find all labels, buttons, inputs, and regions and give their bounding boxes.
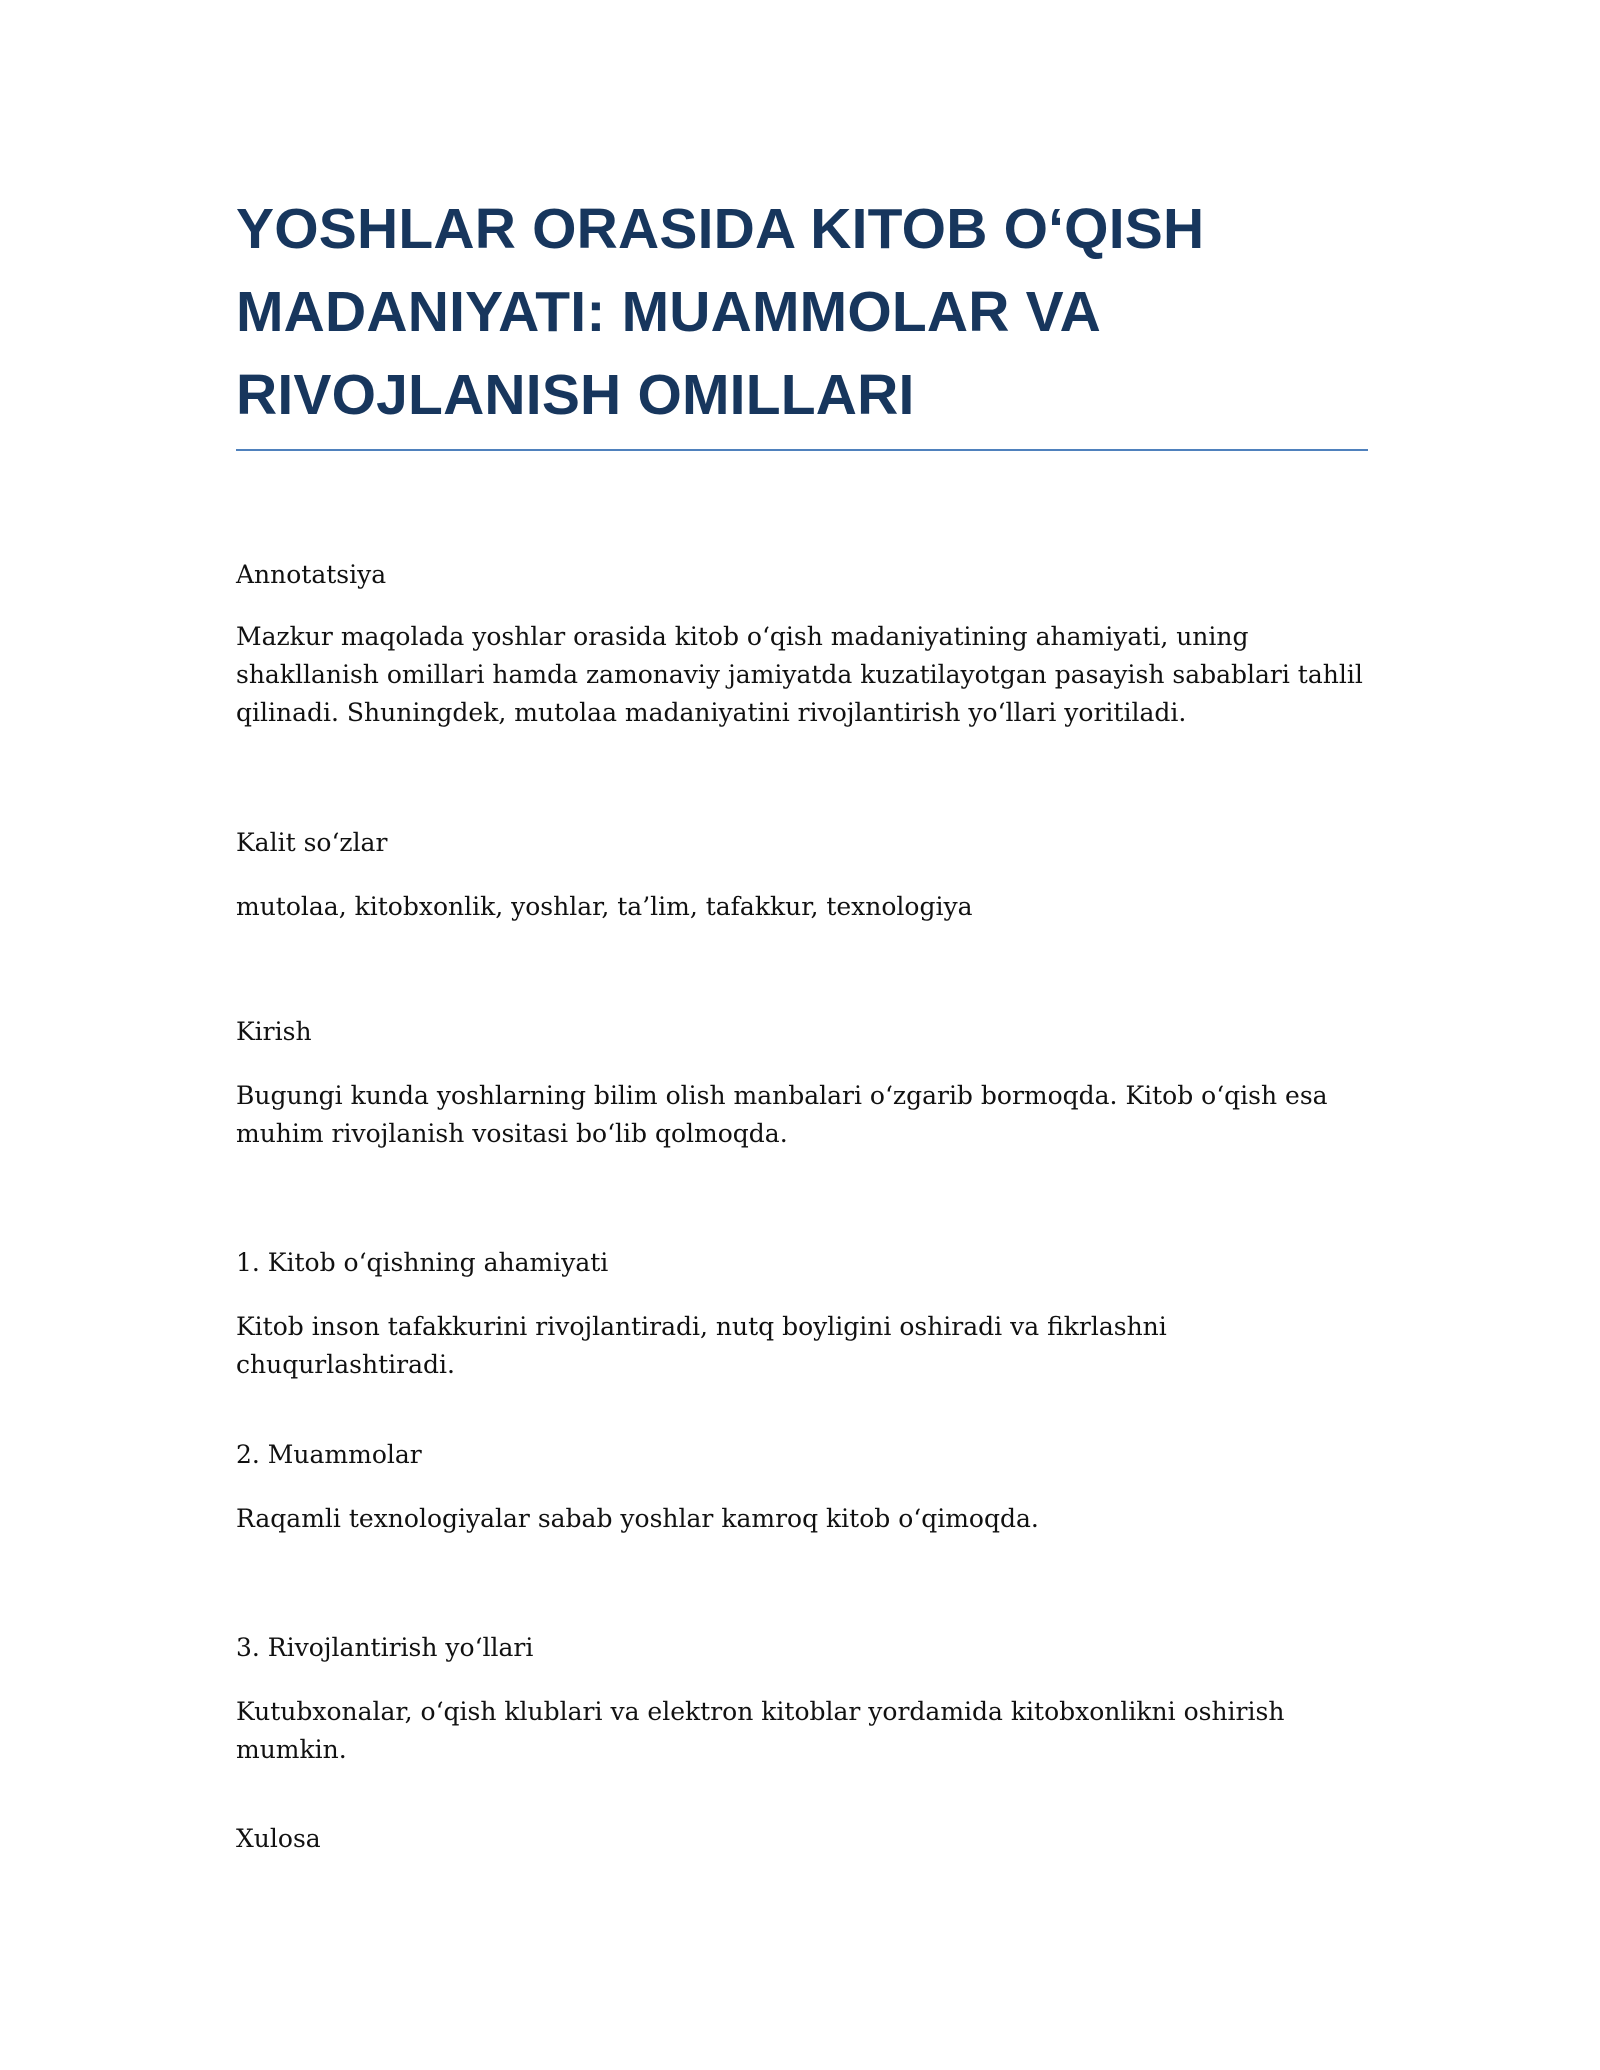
keywords-text: mutolaa, kitobxonlik, yoshlar, ta’lim, tafakkur, texnologiya [236,892,973,921]
section-development-heading: 3. Rivojlantirish yo‘llari [236,1633,534,1662]
introduction-section [236,1013,1368,1153]
keywords-section [236,824,973,926]
conclusion-heading: Xulosa [236,1824,321,1853]
introduction-heading: Kirish [236,1017,312,1046]
document-title: YOSHLAR ORASIDA KITOB O‘QISH MADANIYATI: MUAMMOLAR VA RIVOJLANISH OMILLARI [236,197,1205,427]
introduction-text: Bugungi kunda yoshlarning bilim olish manbalari o‘zgarib bormoqda. Kitob o‘qish esa muhim rivojlanish vositasi bo‘lib qolmoqda. [236,1081,1328,1148]
annotation-text: Mazkur maqolada yoshlar orasida kitob o‘qish madaniyatining ahamiyati, uning shakllanish omillari hamda zamonaviy jamiyatda kuzatilayotgan pasayish sabablari tahlil qilinadi. Shuningdek, mutolaa madaniyatini rivojlantirish yo‘llari yoritiladi. [236,622,1363,727]
title-underline-rule [236,449,1368,451]
section-development-text: Kutubxonalar, o‘qish klublari va elektron kitoblar yordamida kitobxonlikni oshirish mumkin. [236,1697,1285,1764]
section-importance-text: Kitob inson tafakkurini rivojlantiradi, nutq boyligini oshiradi va fikrlashni chuqurlashtiradi. [236,1312,1167,1379]
section-importance-heading: 1. Kitob o‘qishning ahamiyati [236,1248,609,1277]
keywords-heading: Kalit so‘zlar [236,828,388,857]
annotation-heading: Annotatsiya [236,560,387,589]
section-development [236,1629,1368,1769]
section-problems [236,1436,1039,1538]
section-problems-text: Raqamli texnologiyalar sabab yoshlar kamroq kitob o‘qimoqda. [236,1504,1039,1533]
section-problems-heading: 2. Muammolar [236,1440,422,1469]
document-content [236,188,1368,1853]
annotation-section [236,556,1368,732]
section-importance [236,1244,1368,1384]
conclusion-section [236,1820,321,1858]
